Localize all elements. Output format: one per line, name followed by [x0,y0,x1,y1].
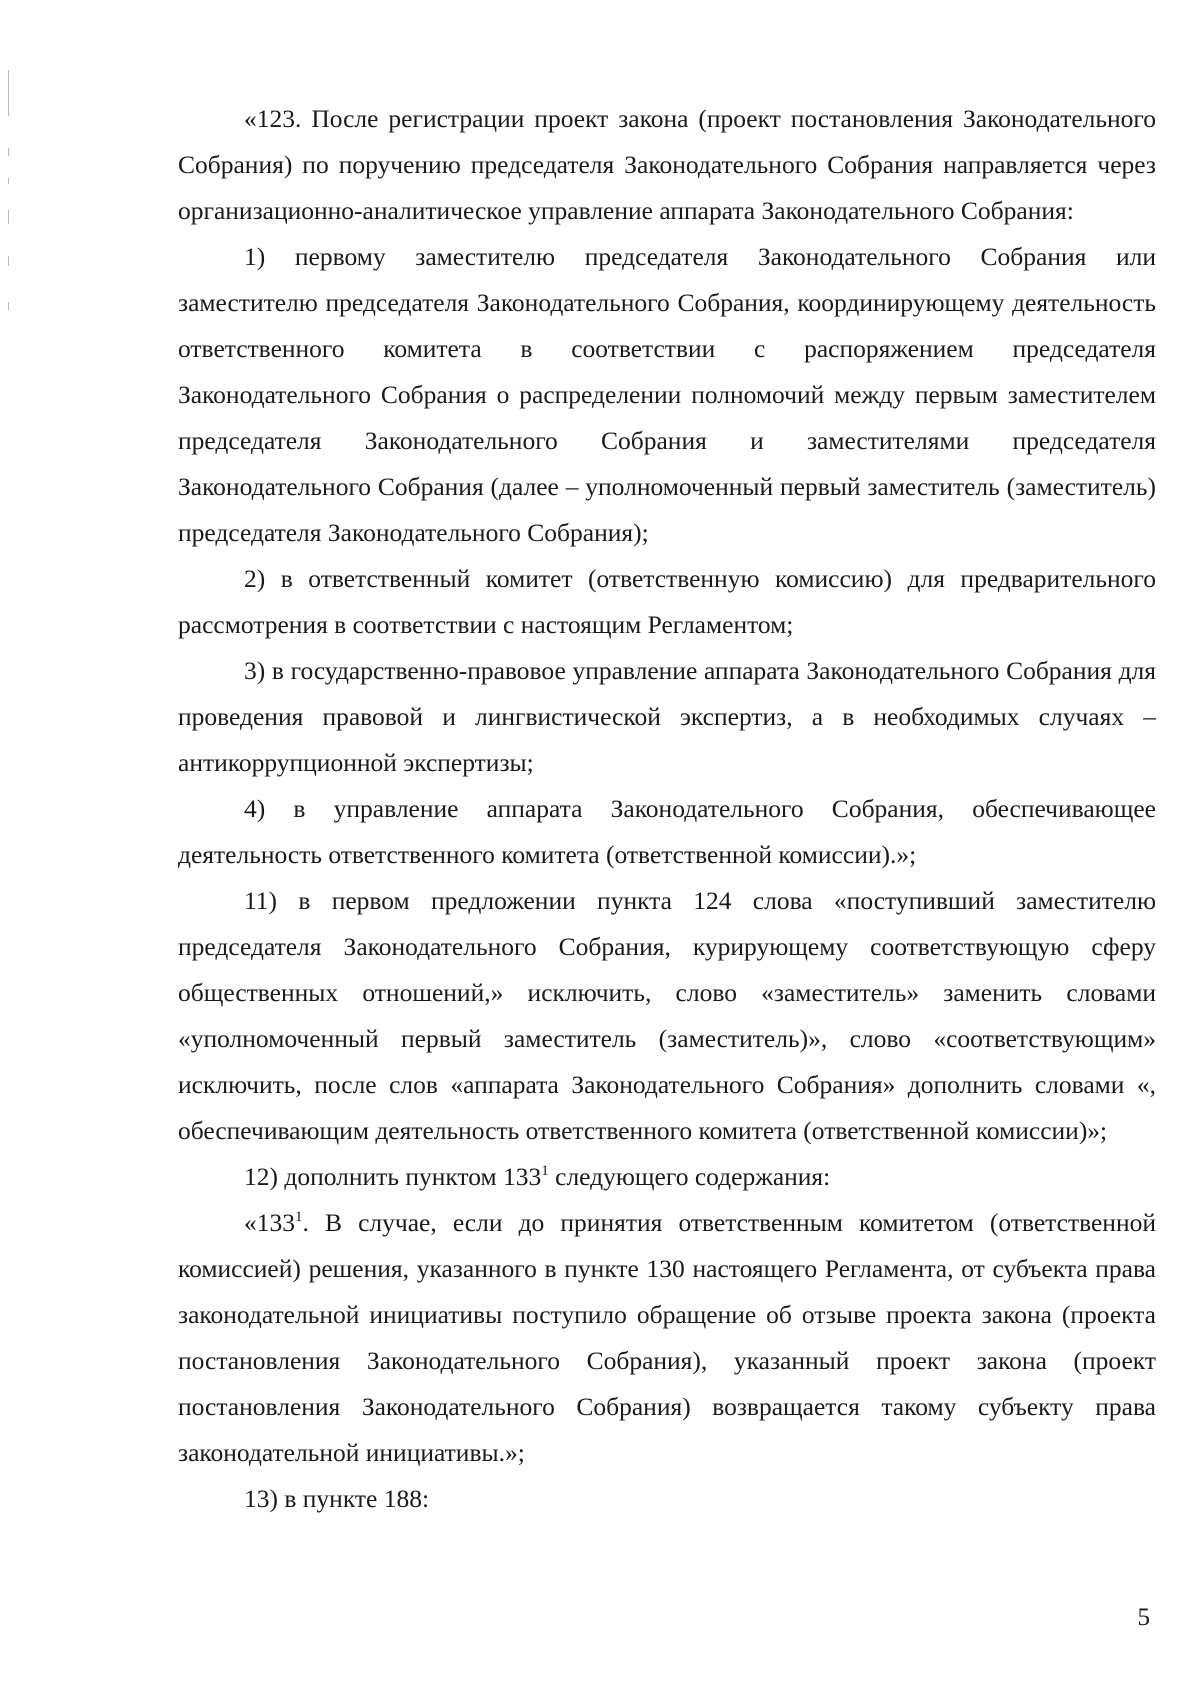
document-body [178,96,1156,1522]
amendment-12-text: 12) дополнить пунктом 133 [244,1162,542,1191]
paragraph-item-123: «123. После регистрации проект закона (проект постановления Законодательного Собрания) по поручению председателя Законодательного Собрания направляется через организационно-аналитическое управление аппарата Законодательного Собрания: [178,104,1156,225]
superscript-index: 1 [295,1209,303,1225]
paragraph-subitem-3: 3) в государственно-правовое управление аппарата Законодательного Собрания для проведения правовой и лингвистической экспертиз, а в необходимых случаях – антикоррупционной экспертизы; [178,656,1156,777]
item-133-1-text: . В случае, если до принятия ответственным комитетом (ответственной комиссией) решения, указанного в пункте 130 настоящего Регламента, от субъекта права законодательной инициативы поступило обращение об отзыве проекта закона (проекта постановления Законодательного Собрания), указанный проект закона (проект постановления Законодательного Собрания) возвращается такому субъекту права законодательной инициативы.»; [178,1208,1156,1467]
paragraph-subitem-1: 1) первому заместителю председателя Законодательного Собрания или заместителю председателя Законодательного Собрания, координирующему деятельность ответственного комитета в соответствии с распоряжением председателя Законодательного Собрания о распределении полномочий между первым заместителем председателя Законодательного Собрания и заместителями председателя Законодательного Собрания (далее – уполномоченный первый заместитель (заместитель) председателя Законодательного Собрания); [178,242,1156,547]
superscript-index: 1 [541,1163,549,1179]
paragraph-subitem-2: 2) в ответственный комитет (ответственную комиссию) для предварительного рассмотрения в соответствии с настоящим Регламентом; [178,564,1156,639]
paragraph-item-133-1 [178,1200,1156,1476]
item-133-1-number: «133 [244,1208,295,1237]
paragraph-subitem-4: 4) в управление аппарата Законодательного Собрания, обеспечивающее деятельность ответственного комитета (ответственной комиссии).»; [178,794,1156,869]
paragraph-amendment-11: 11) в первом предложении пункта 124 слова «поступивший заместителю председателя Законодательного Собрания, курирующему соответствующую сферу общественных отношений,» исключить, слово «заместитель» заменить словами «уполномоченный первый заместитель (заместитель)», слово «соответствующим» исключить, после слов «аппарата Законодательного Собрания» дополнить словами «, обеспечивающим деятельность ответственного комитета (ответственной комиссии)»; [178,886,1156,1145]
paragraph-amendment-12 [178,1154,1156,1200]
page-number: 5 [1137,1604,1150,1631]
scan-margin-marks [6,70,12,340]
paragraph-amendment-13: 13) в пункте 188: [244,1484,430,1513]
amendment-12-text-end: следующего содержания: [548,1162,831,1191]
